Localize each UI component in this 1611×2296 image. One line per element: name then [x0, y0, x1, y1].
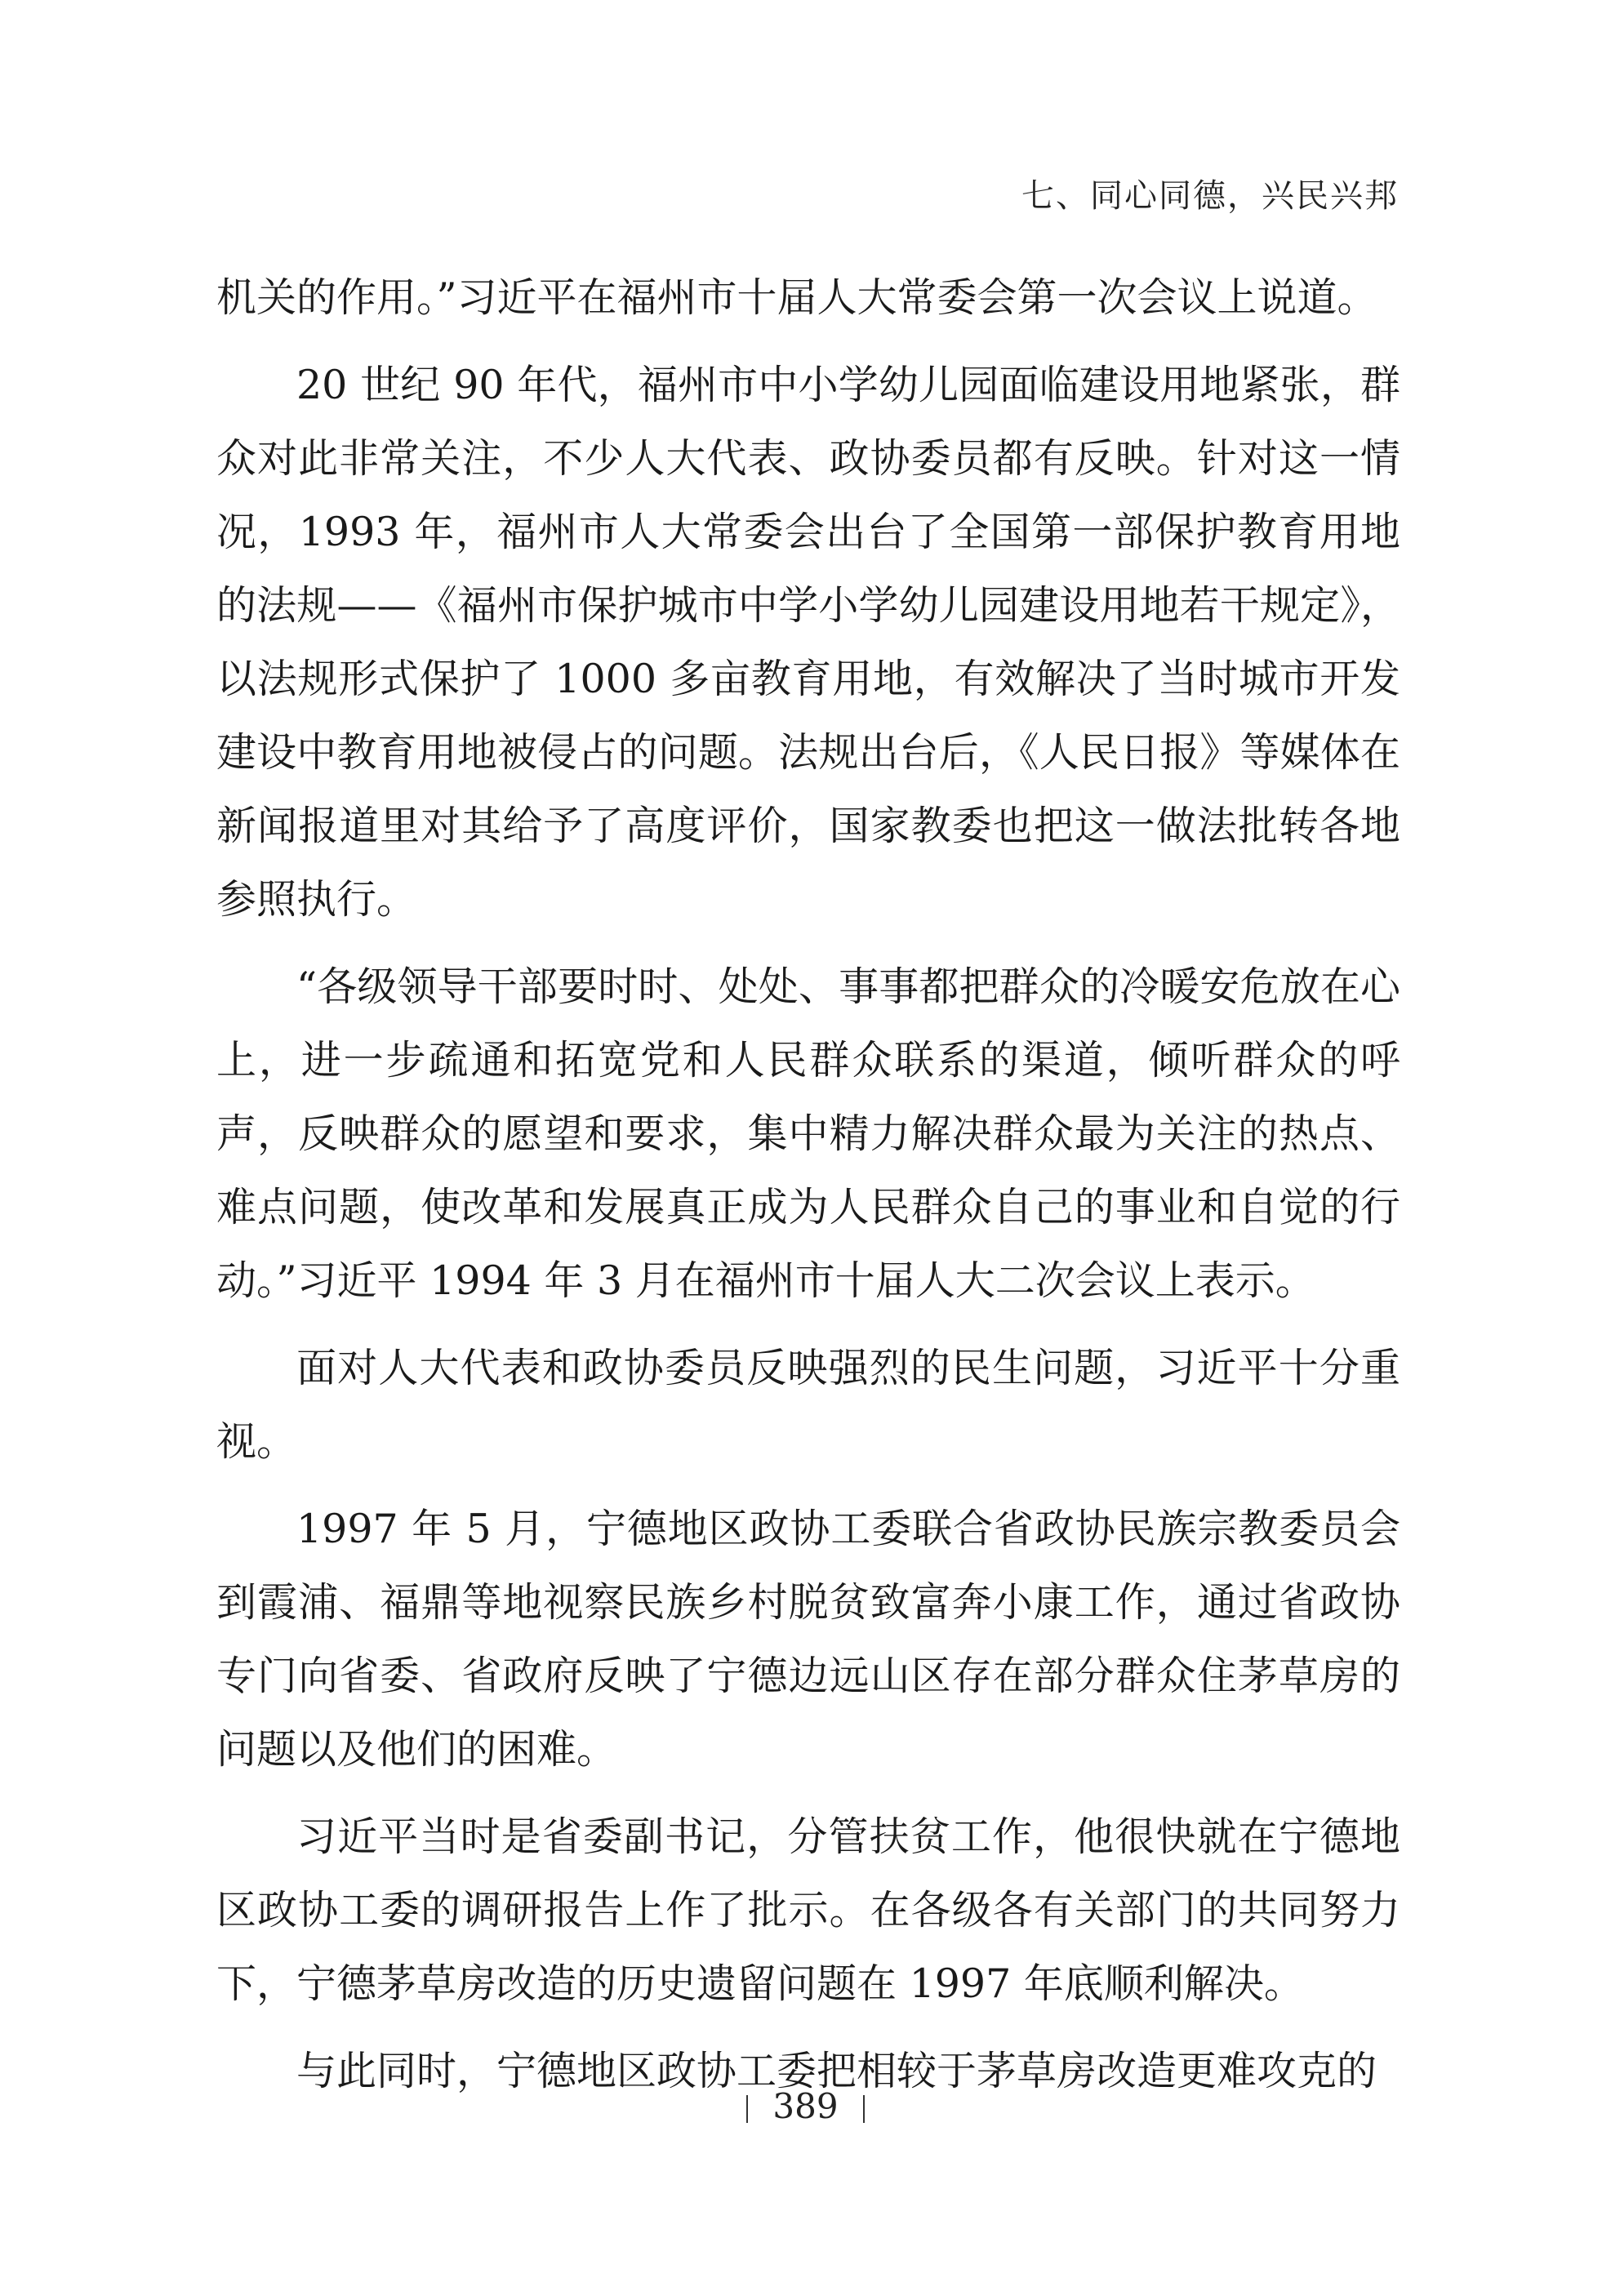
body-text [216, 261, 1400, 2122]
paragraph: 20 世纪 90 年代，福州市中小学幼儿园面临建设用地紧张，群众对此非常关注，不少人大代表、政协委员都有反映。针对这一情况，1993 年，福州市人大常委会出台了全国第一部保护教育用地的法规——《福州市保护城市中学小学幼儿园建设用地若干规定》，以法规形式保护了 1000 多亩教育用地，有效解决了当时城市开发建设中教育用地被侵占的问题。法规出台后，《人民日报》等媒体在新闻报道里对其给予了高度评价，国家教委也把这一做法批转各地参照执行。 [216, 362, 1400, 923]
page-footer [0, 2086, 1611, 2126]
paragraph: 1997 年 5 月，宁德地区政协工委联合省政协民族宗教委员会到霞浦、福鼎等地视察民族乡村脱贫致富奔小康工作，通过省政协专门向省委、省政府反映了宁德边远山区存在部分群众住茅草房的问题以及他们的困难。 [216, 1506, 1400, 1773]
page-number: 389 [772, 2086, 839, 2126]
paragraph: “各级领导干部要时时、处处、事事都把群众的冷暖安危放在心上，进一步疏通和拓宽党和人民群众联系的渠道，倾听群众的呼声，反映群众的愿望和要求，集中精力解决群众最为关注的热点、难点问题，使改革和发展真正成为人民群众自己的事业和自觉的行动。”习近平 1994 年 3 月在福州市十届人大二次会议上表示。 [216, 963, 1400, 1304]
folio-divider [863, 2095, 865, 2123]
paragraph: 与此同时，宁德地区政协工委把相较于茅草房改造更难攻克的 [296, 2048, 1377, 2094]
paragraph: 习近平当时是省委副书记，分管扶贫工作，他很快就在宁德地区政协工委的调研报告上作了批示。在各级各有关部门的共同努力下，宁德茅草房改造的历史遗留问题在 1997 年底顺利解决。 [216, 1813, 1400, 2007]
paragraph: 机关的作用。”习近平在福州市十届人大常委会第一次会议上说道。 [216, 274, 1377, 321]
running-header: 七、同心同德，兴民兴邦 [1021, 177, 1399, 215]
folio-divider [746, 2095, 748, 2123]
paragraph: 面对人大代表和政协委员反映强烈的民生问题，习近平十分重视。 [216, 1345, 1400, 1465]
